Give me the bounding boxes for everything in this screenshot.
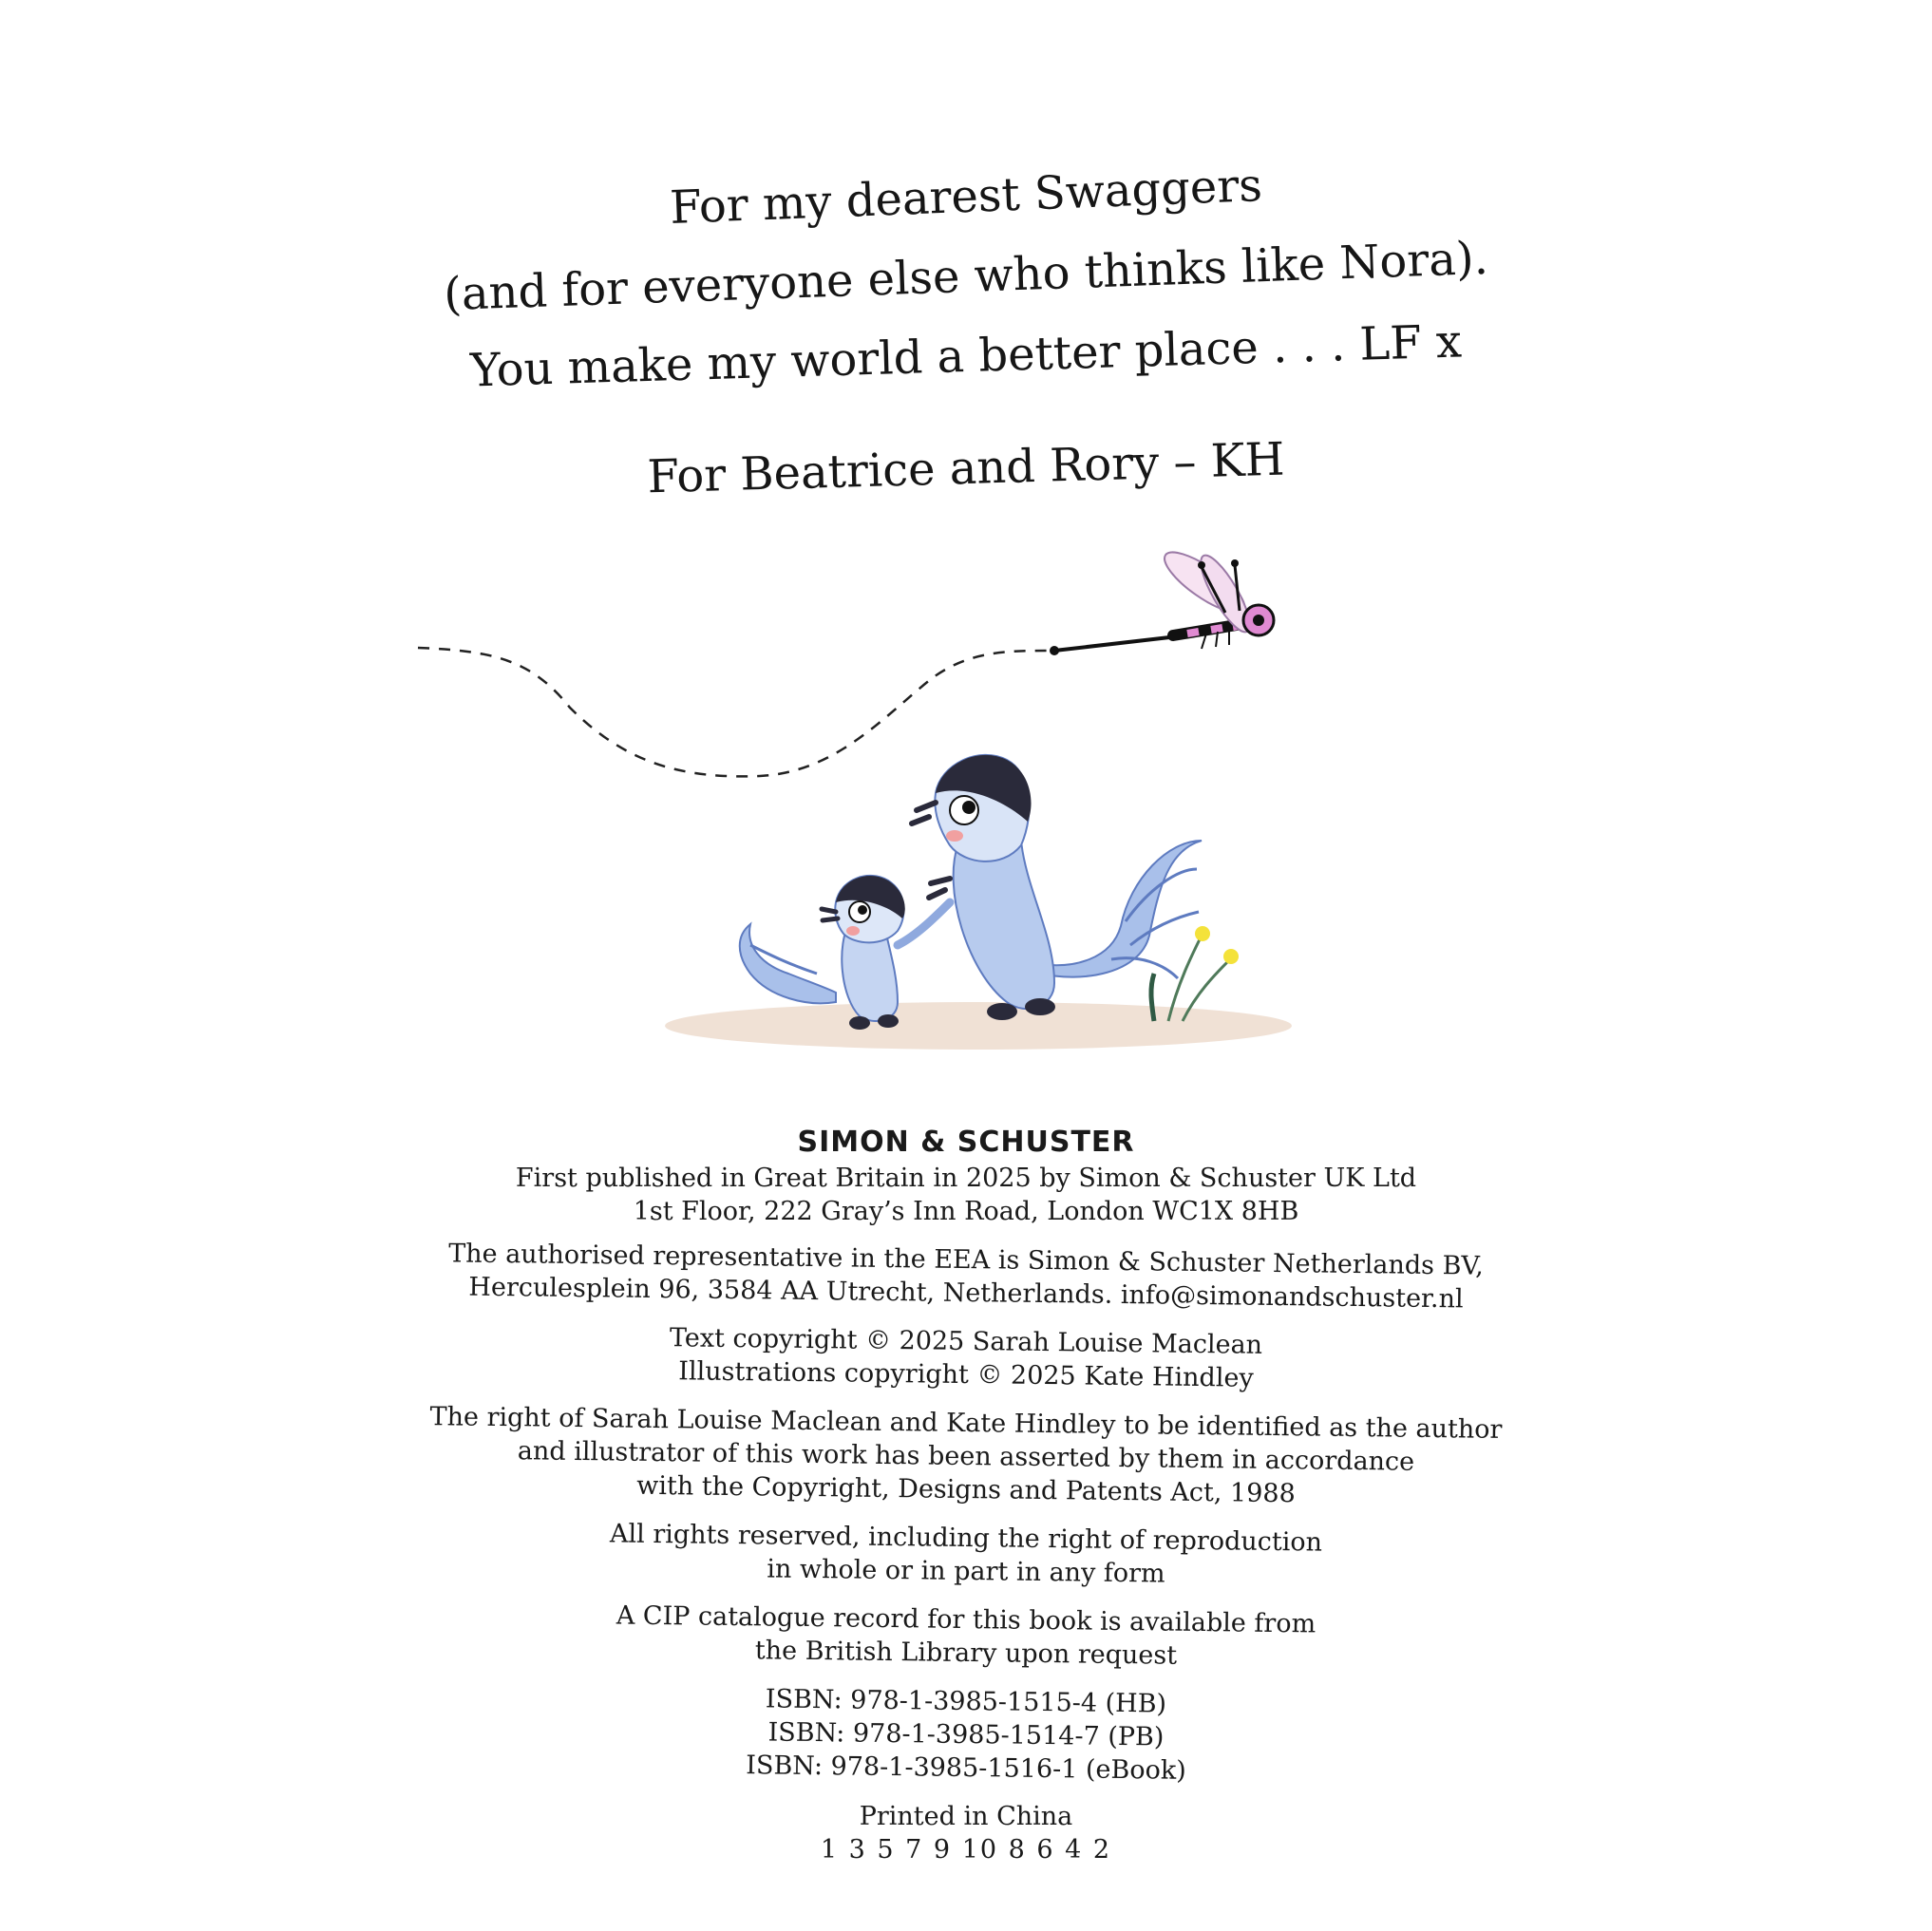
publisher-address: 1st Floor, 222 Gray’s Inn Road, London WC1X 8HB — [633, 1197, 1299, 1226]
rights-reserved-line: in whole or in part in any form — [767, 1554, 1165, 1589]
moral-rights-line: and illustrator of this work has been asserted by them in accordance — [517, 1436, 1415, 1477]
flight-path — [418, 648, 1054, 776]
eea-address-line: Herculesplein 96, 3584 AA Utrecht, Netherlands. info@simonandschuster.nl — [468, 1272, 1464, 1315]
skunk-family-icon — [740, 755, 1202, 1030]
printed-in: Printed in China — [859, 1802, 1073, 1831]
cip-line: the British Library upon request — [754, 1636, 1178, 1671]
dedication-line: (and for everyone else who thinks like Nora). — [443, 231, 1489, 322]
publisher-name: SIMON & SCHUSTER — [797, 1126, 1135, 1159]
isbn-line: ISBN: 978-1-3985-1514-7 (PB) — [767, 1717, 1165, 1752]
first-published-line: First published in Great Britain in 2025 by Simon & Schuster UK Ltd — [515, 1164, 1417, 1193]
isbn-line: ISBN: 978-1-3985-1515-4 (HB) — [765, 1684, 1167, 1719]
dedication-line: You make my world a better place . . . LF x — [469, 314, 1463, 398]
illustration — [0, 527, 1932, 1078]
cip-line: A CIP catalogue record for this book is available from — [616, 1600, 1316, 1639]
text-copyright: Text copyright © 2025 Sarah Louise Maclean — [669, 1323, 1263, 1360]
rights-reserved-line: All rights reserved, including the right of reproduction — [609, 1519, 1323, 1558]
dragonfly-icon — [1050, 542, 1274, 655]
moral-rights-line: with the Copyright, Designs and Patents Act, 1988 — [636, 1470, 1296, 1509]
dedication — [0, 157, 1932, 508]
eea-representative-line: The authorised representative in the EEA is Simon & Schuster Netherlands BV, — [448, 1239, 1484, 1281]
ground — [665, 1002, 1292, 1050]
dedication-line: For my dearest Swaggers — [669, 159, 1263, 235]
moral-rights-line: The right of Sarah Louise Maclean and Kate Hindley to be identified as the author — [429, 1402, 1503, 1445]
print-line: 1 3 5 7 9 10 8 6 4 2 — [820, 1835, 1112, 1865]
imprint — [0, 1124, 1932, 1866]
illustrator-dedication: For Beatrice and Rory – KH — [646, 432, 1286, 504]
illustrations-copyright: Illustrations copyright © 2025 Kate Hindley — [678, 1356, 1254, 1393]
isbn-line: ISBN: 978-1-3985-1516-1 (eBook) — [746, 1751, 1186, 1786]
